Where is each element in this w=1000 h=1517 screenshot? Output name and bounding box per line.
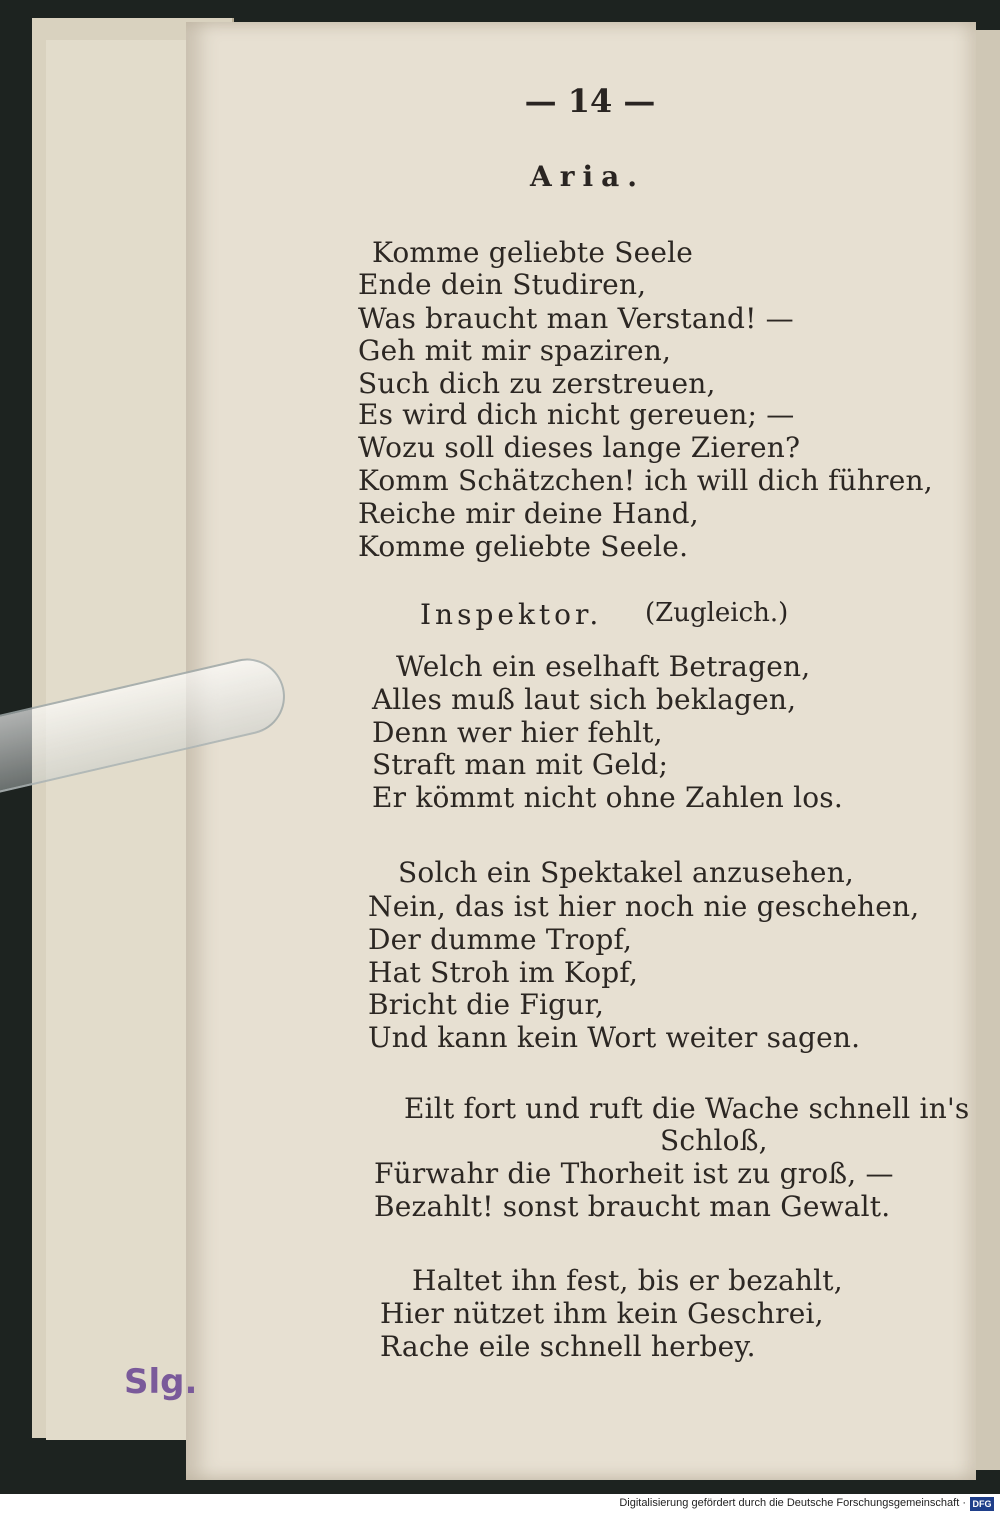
footer-credit: Digitalisierung gefördert durch die Deutsche Forschungsgemeinschaft · — [619, 1497, 966, 1509]
dfg-logo-icon: DFG — [970, 1497, 994, 1511]
stanza-line: Eilt fort und ruft die Wache schnell in's — [404, 1092, 970, 1125]
stanza-line: Straft man mit Geld; — [372, 748, 669, 781]
aria-line: Was braucht man Verstand! — — [358, 302, 794, 335]
aria-line: Komme geliebte Seele. — [358, 530, 689, 563]
aria-heading: Aria. — [530, 160, 646, 193]
aria-line: Es wird dich nicht gereuen; — — [358, 398, 795, 431]
aria-line: Wozu soll dieses lange Zieren? — [358, 431, 801, 464]
aria-line: Such dich zu zerstreuen, — [358, 367, 716, 400]
stanza-line: Solch ein Spektakel anzusehen, — [398, 856, 855, 889]
stanza-line: Haltet ihn fest, bis er bezahlt, — [412, 1264, 843, 1297]
stanza-line: Der dumme Tropf, — [368, 923, 633, 956]
stanza-line: Alles muß laut sich beklagen, — [372, 683, 797, 716]
aria-line: Geh mit mir spaziren, — [358, 334, 672, 367]
stanza-line: Bezahlt! sonst braucht man Gewalt. — [374, 1190, 891, 1223]
stanza-line: Rache eile schnell herbey. — [380, 1330, 756, 1363]
speaker-note: (Zugleich.) — [645, 598, 789, 628]
stanza-line: Welch ein eselhaft Betragen, — [396, 650, 811, 683]
stanza-line: Hat Stroh im Kopf, — [368, 956, 639, 989]
stanza-line: Und kann kein Wort weiter sagen. — [368, 1021, 861, 1054]
aria-line: Reiche mir deine Hand, — [358, 497, 699, 530]
stanza-line: Denn wer hier fehlt, — [372, 716, 663, 749]
stanza-line: Bricht die Figur, — [368, 988, 605, 1021]
speaker-name: Inspektor. — [420, 598, 603, 631]
aria-line: Komme geliebte Seele — [372, 236, 694, 269]
footer-bar — [0, 1494, 1000, 1517]
page-number: — 14 — — [524, 82, 656, 120]
library-stamp: Slg. — [124, 1362, 198, 1402]
aria-line: Ende dein Studiren, — [358, 268, 647, 301]
stanza-line: Fürwahr die Thorheit ist zu groß, — — [374, 1157, 894, 1190]
aria-line: Komm Schätzchen! ich will dich führen, — [358, 464, 933, 497]
stanza-line: Nein, das ist hier noch nie geschehen, — [368, 890, 920, 923]
stanza-line: Hier nützet ihm kein Geschrei, — [380, 1297, 824, 1330]
stanza-line: Schloß, — [660, 1124, 768, 1157]
stanza-line: Er kömmt nicht ohne Zahlen los. — [372, 781, 843, 814]
